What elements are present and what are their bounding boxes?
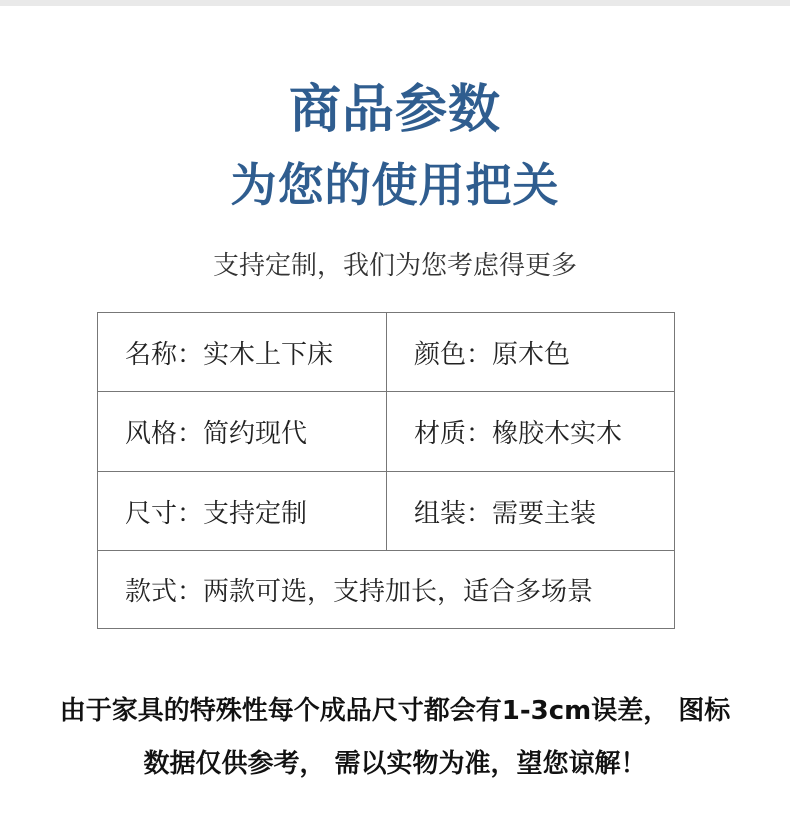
spec-row (98, 392, 674, 472)
spec-row (98, 313, 674, 392)
disclaimer-line-1: 由于家具的特殊性每个成品尺寸都会有1-3cm误差， 图标 (59, 696, 731, 726)
page-subtitle: 为您的使用把关 (230, 158, 560, 212)
spec-model: 款式：两款可选，支持加长，适合多场景 (125, 577, 594, 607)
spec-row (98, 472, 674, 551)
spec-name: 名称：实木上下床 (98, 313, 387, 391)
spec-material: 材质：橡胶木实木 (414, 419, 623, 449)
top-divider (0, 0, 790, 6)
spec-table (97, 312, 675, 629)
disclaimer-line-2: 数据仅供参考， 需以实物为准，望您谅解！ (143, 749, 647, 779)
spec-row (98, 551, 674, 628)
spec-size: 尺寸：支持定制 (98, 472, 387, 550)
tagline: 支持定制，我们为您考虑得更多 (212, 251, 577, 281)
page-title: 商品参数 (288, 80, 501, 140)
spec-color: 颜色：原木色 (414, 339, 571, 370)
spec-style: 风格：简约现代 (98, 392, 387, 471)
spec-assembly: 组装：需要主装 (414, 498, 597, 529)
